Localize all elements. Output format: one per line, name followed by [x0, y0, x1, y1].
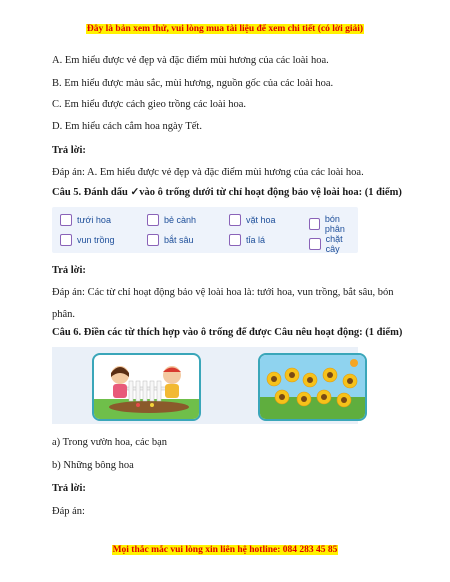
q4-answer: Đáp án: A. Em hiểu được vẻ đẹp và đặc điểm mùi hương của các loài hoa. — [52, 167, 364, 178]
children-garden-image — [94, 355, 199, 419]
q4-option-a: A. Em hiểu được vẻ đẹp và đặc điểm mùi hương của các loài hoa. — [52, 55, 329, 66]
choice-chat-cay[interactable]: chặt cây — [309, 234, 358, 254]
q4-option-c: C. Em hiểu được cách gieo trồng các loài hoa. — [52, 99, 247, 110]
q6-picture-panel — [52, 347, 358, 424]
q5-answer-label: Trả lời: — [52, 265, 86, 276]
q6-answer-label: Trả lời: — [52, 483, 86, 494]
q4-option-d: D. Em hiểu cách cắm hoa ngày Tết. — [52, 121, 202, 132]
q5-choice-panel — [52, 207, 358, 253]
q6-title: Câu 6. Điền các từ thích hợp vào ô trống để được Câu nêu hoạt động: (1 điểm) — [52, 327, 403, 338]
bottom-banner: Mọi thắc mắc vui lòng xin liên hệ hotline: 084 283 45 85 — [112, 545, 338, 555]
checkbox[interactable] — [229, 234, 241, 246]
choice-be-canh[interactable]: bẻ cành — [147, 214, 196, 226]
checkbox[interactable] — [147, 214, 159, 226]
choice-tuoi-hoa[interactable]: tưới hoa — [60, 214, 111, 226]
choice-vat-hoa[interactable]: vặt hoa — [229, 214, 276, 226]
choice-bon-phan[interactable]: bón phân — [309, 214, 358, 234]
q6-item-b: b) Những bông hoa — [52, 460, 134, 471]
choice-vun-trong[interactable]: vun trồng — [60, 234, 115, 246]
checkbox[interactable] — [60, 234, 72, 246]
q6-answer: Đáp án: — [52, 506, 85, 517]
q4-option-b: B. Em hiểu được màu sắc, mùi hương, nguồn gốc của các loài hoa. — [52, 78, 334, 89]
children-planting-illustration — [92, 353, 201, 421]
choice-bat-sau[interactable]: bắt sâu — [147, 234, 194, 246]
checkbox[interactable] — [309, 218, 320, 230]
sunflower-field-illustration — [258, 353, 367, 421]
checkbox[interactable] — [309, 238, 321, 250]
checkbox[interactable] — [229, 214, 241, 226]
checkbox[interactable] — [60, 214, 72, 226]
choice-tia-la[interactable]: tỉa lá — [229, 234, 265, 246]
q5-answer: Đáp án: Các từ chỉ hoạt động bảo vệ loài hoa là: tưới hoa, vun trồng, bắt sâu, bón phân. — [52, 287, 394, 320]
q6-item-a: a) Trong vườn hoa, các bạn — [52, 437, 168, 448]
q5-title: Câu 5. Đánh dấu ✓vào ô trống dưới từ chỉ hoạt động bảo vệ loài hoa: (1 điểm) — [52, 187, 402, 198]
q4-answer-label: Trả lời: — [52, 145, 86, 156]
sunflowers-image — [260, 355, 365, 419]
top-banner: Đây là bản xem thử, vui lòng mua tài liệu để xem chi tiết (có lời giải) — [86, 24, 364, 34]
checkbox[interactable] — [147, 234, 159, 246]
